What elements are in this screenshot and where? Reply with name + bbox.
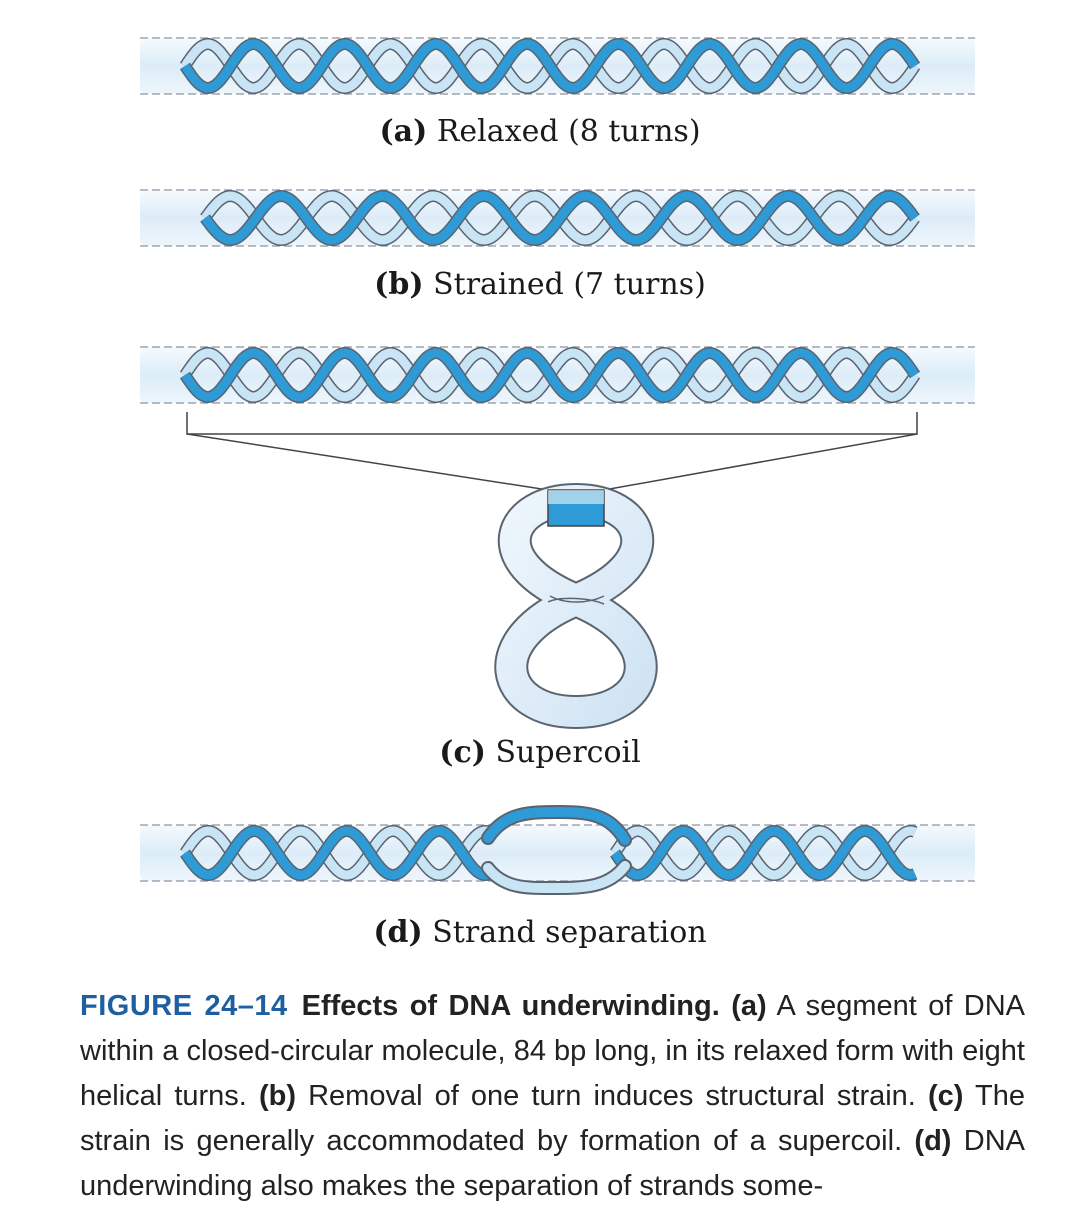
panel-c-supercoil-dna [140, 347, 975, 712]
panel-b-letter: (b) [374, 267, 424, 302]
panel-a-relaxed-dna [140, 38, 975, 94]
zoom-bracket [187, 412, 917, 434]
caption-text-a: A segment of DNA within a closed-circular molecule, 84 bp long, in its relaxed form with eight helical turns. [80, 990, 1026, 1112]
panel-b-label [0, 267, 1080, 302]
panel-d-letter: (d) [373, 915, 423, 950]
supercoil-figure-eight [511, 490, 640, 712]
panel-d-label [0, 915, 1080, 950]
figure-title: Effects of DNA underwinding. [301, 990, 720, 1022]
caption-text-d: DNA underwinding also makes the separation of strands some- [80, 1125, 1025, 1202]
panel-a-letter: (a) [379, 114, 428, 149]
panel-b-strained-dna [140, 190, 975, 246]
panel-b-text: Strained (7 turns) [433, 267, 706, 302]
panel-a-text: Relaxed (8 turns) [436, 114, 701, 149]
caption-letter-a: (a) [731, 990, 767, 1022]
caption-letter-c: (c) [927, 1080, 964, 1112]
figure-number: FIGURE 24–14 [80, 990, 288, 1022]
figure-caption [80, 984, 1025, 1209]
panel-a-label [0, 114, 1080, 149]
caption-text-c: The strain is generally accommodated by formation of a supercoil. [80, 1080, 1025, 1157]
panel-c-letter: (c) [439, 735, 486, 770]
zoom-line-left [187, 434, 548, 490]
panel-d-text: Strand separation [432, 915, 707, 950]
zoom-line-right [604, 434, 917, 490]
caption-text-b: Removal of one turn induces structural strain. [295, 1080, 928, 1112]
caption-letter-d: (d) [914, 1125, 952, 1157]
panel-d-strand-separation-dna [140, 812, 975, 888]
caption-letter-b: (b) [258, 1080, 296, 1112]
panel-c-text: Supercoil [495, 735, 641, 770]
panel-c-label [0, 735, 1080, 770]
